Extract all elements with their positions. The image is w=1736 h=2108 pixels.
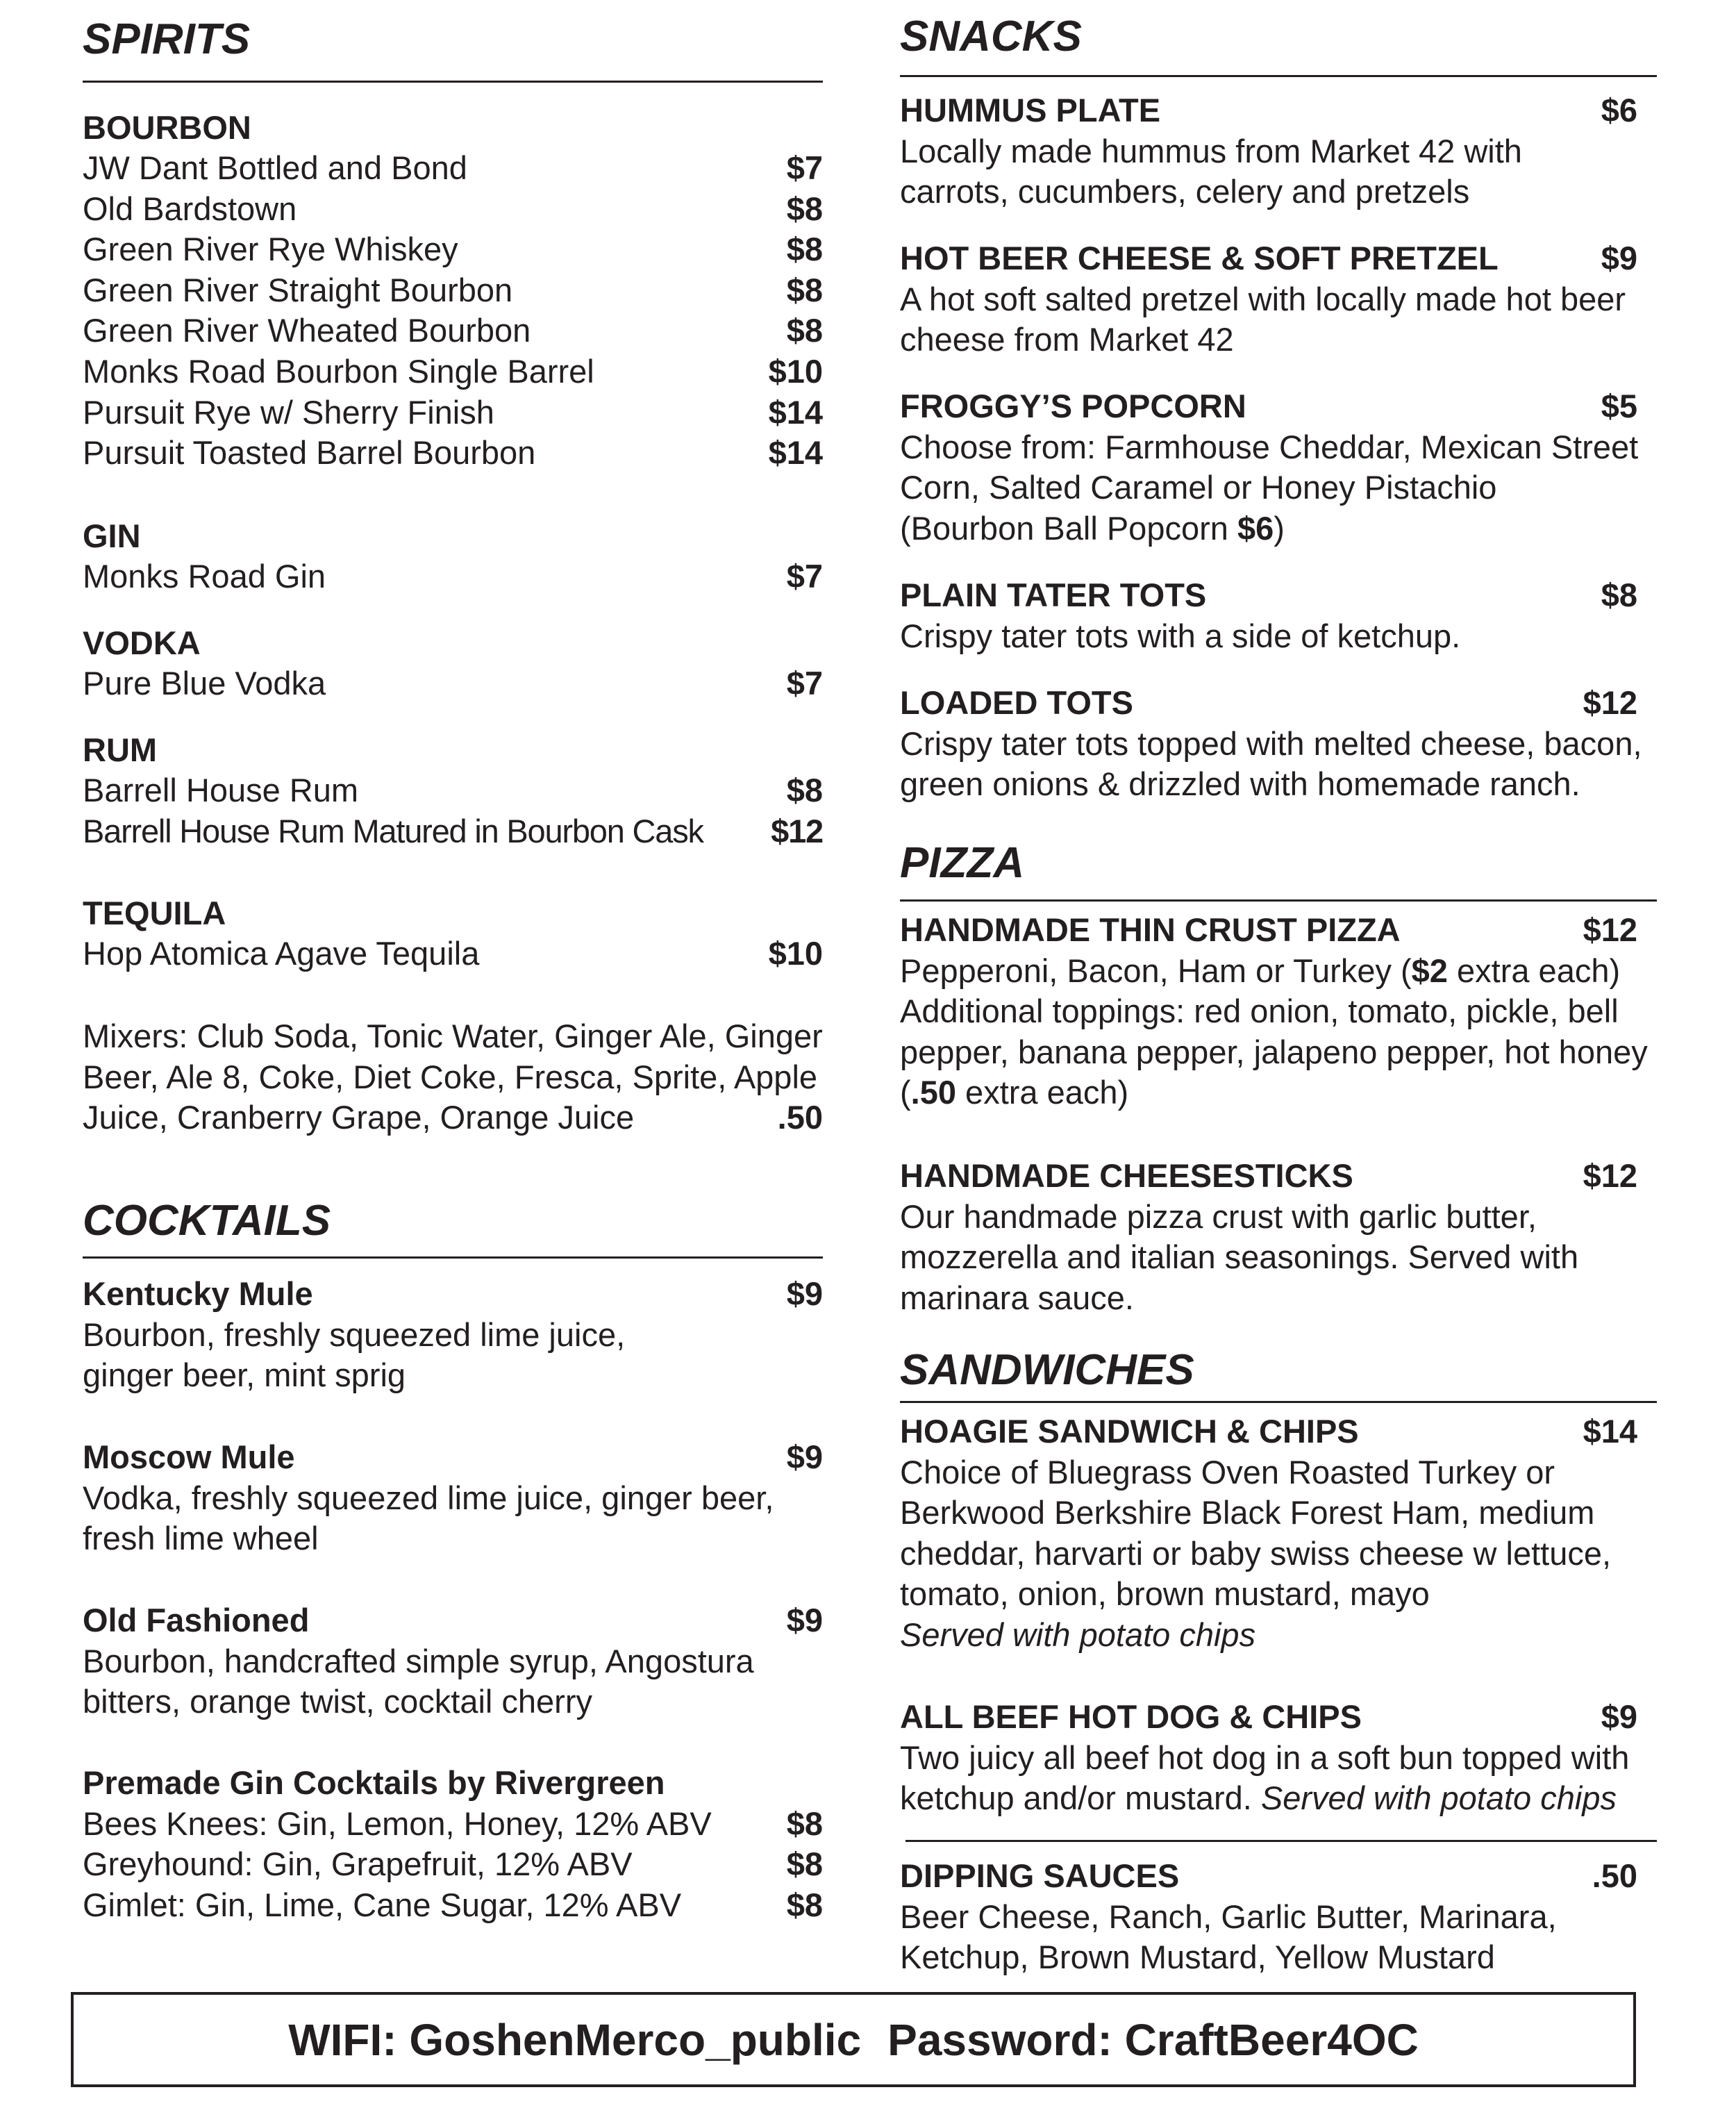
item-name: HOT BEER CHEESE & SOFT PRETZEL xyxy=(900,240,1499,276)
cocktail-name: Moscow Mule xyxy=(83,1438,295,1475)
item-name: PLAIN TATER TOTS xyxy=(900,576,1207,613)
sandwiches-rule xyxy=(900,1401,1657,1403)
sandwiches-section xyxy=(900,1346,1657,1394)
snacks-section xyxy=(900,15,1657,58)
snacks-rule xyxy=(900,75,1657,77)
menu-item: Pursuit Toasted Barrel Bourbon $14 xyxy=(83,434,823,472)
wifi-password: Password: CraftBeer4OC xyxy=(887,2014,1419,2065)
wifi-banner xyxy=(71,1992,1636,2087)
gin-group xyxy=(83,516,823,597)
dipping-sauces-rule xyxy=(905,1840,1657,1842)
cocktail-name: Old Fashioned xyxy=(83,1602,310,1638)
item-name: HANDMADE CHEESESTICKS xyxy=(900,1157,1353,1194)
spirits-rule xyxy=(83,81,823,83)
snack-item: HUMMUS PLATE $6 Locally made hummus from Market 42 with carrots, cucumbers, celery and pretzels xyxy=(900,92,1637,210)
menu-item: Pure Blue Vodka $7 xyxy=(83,665,823,702)
mixers-note: Mixers: Club Soda, Tonic Water, Ginger Ale, Ginger Beer, Ale 8, Coke, Diet Coke, Fresca, Sprite, Apple Juice, Cranberry Grape, Orange Juice .50 xyxy=(83,1016,823,1138)
tequila-title: TEQUILA xyxy=(83,895,226,931)
item-name: LOADED TOTS xyxy=(900,684,1133,721)
pizza-item: HANDMADE THIN CRUST PIZZA $12 Pepperoni, Bacon, Ham or Turkey ($2 extra each) Additional toppings: red onion, tomato, pickle, bell pepper, banana pepper, jalapeno pepper, hot honey (.50 extra each) xyxy=(900,911,1648,1111)
wifi-network: WIFI: GoshenMerco_public xyxy=(288,2014,862,2065)
gin-title: GIN xyxy=(83,517,141,554)
pizza-section xyxy=(900,839,1657,887)
menu-item: Old Bardstown $8 xyxy=(83,190,823,227)
cocktail-item: Kentucky Mule $9 Bourbon, freshly squeezed lime juice, ginger beer, mint sprig xyxy=(83,1275,823,1394)
cocktail-item: Old Fashioned $9 Bourbon, handcrafted simple syrup, Angostura bitters, orange twist, cocktail cherry xyxy=(83,1602,823,1720)
dipping-sauces: DIPPING SAUCES .50 Beer Cheese, Ranch, Garlic Butter, Marinara, Ketchup, Brown Mustard, Yellow Mustard xyxy=(900,1857,1637,1976)
snack-item: FROGGY’S POPCORN $5 Choose from: Farmhouse Cheddar, Mexican Street Corn, Salted Caramel or Honey Pistachio (Bourbon Ball Popcorn $6) xyxy=(900,388,1639,547)
premade-gin-cocktails xyxy=(83,1763,823,1925)
pizza-rule xyxy=(900,899,1657,902)
menu-item: Bees Knees: Gin, Lemon, Honey, 12% ABV $8 xyxy=(83,1804,823,1842)
rum-group xyxy=(83,730,823,852)
menu-item: JW Dant Bottled and Bond $7 xyxy=(83,149,823,186)
cocktails-section xyxy=(83,1197,823,1245)
menu-item: Pursuit Rye w/ Sherry Finish $14 xyxy=(83,393,823,431)
vodka-group xyxy=(83,623,823,704)
spirits-section xyxy=(83,15,823,63)
premade-title: Premade Gin Cocktails by Rivergreen xyxy=(83,1764,665,1801)
menu-item: Hop Atomica Agave Tequila $10 xyxy=(83,935,823,972)
item-name: HANDMADE THIN CRUST PIZZA xyxy=(900,911,1401,948)
pizza-item: HANDMADE CHEESESTICKS $12 Our handmade pizza crust with garlic butter, mozzerella and italian seasonings. Served with marinara sauce. xyxy=(900,1157,1637,1316)
bourbon-group xyxy=(83,108,823,474)
menu-item: Green River Rye Whiskey $8 xyxy=(83,231,823,268)
item-name: DIPPING SAUCES xyxy=(900,1857,1180,1894)
rum-title: RUM xyxy=(83,731,158,768)
sandwich-item: HOAGIE SANDWICH & CHIPS $14 Choice of Bluegrass Oven Roasted Turkey or Berkwood Berkshire Black Forest Ham, medium cheddar, harvarti or baby swiss cheese w lettuce, tomato, onion, brown mustard, mayo Served with potato chips xyxy=(900,1413,1637,1653)
menu-item: Green River Straight Bourbon $8 xyxy=(83,271,823,308)
snack-item: PLAIN TATER TOTS $8 Crispy tater tots with a side of ketchup. xyxy=(900,576,1637,654)
vodka-title: VODKA xyxy=(83,624,201,661)
mixers-price: .50 xyxy=(777,1099,823,1136)
pizza-title: PIZZA xyxy=(900,839,1025,887)
spirits-title: SPIRITS xyxy=(83,15,251,63)
snacks-title: SNACKS xyxy=(900,13,1082,60)
sandwich-item: ALL BEEF HOT DOG & CHIPS $9 Two juicy all beef hot dog in a soft bun topped with ketchup and/or mustard. Served with potato chips xyxy=(900,1698,1637,1817)
snack-item: LOADED TOTS $12 Crispy tater tots topped with melted cheese, bacon, green onions & drizzled with homemade ranch. xyxy=(900,684,1642,803)
cocktails-rule xyxy=(83,1256,823,1259)
cocktail-item: Moscow Mule $9 Vodka, freshly squeezed lime juice, ginger beer, fresh lime wheel xyxy=(83,1438,823,1557)
cocktails-title: COCKTAILS xyxy=(83,1197,331,1245)
menu-item: Green River Wheated Bourbon $8 xyxy=(83,312,823,349)
snack-item: HOT BEER CHEESE & SOFT PRETZEL $9 A hot soft salted pretzel with locally made hot beer cheese from Market 42 xyxy=(900,240,1637,358)
item-name: FROGGY’S POPCORN xyxy=(900,388,1246,424)
item-name: HOAGIE SANDWICH & CHIPS xyxy=(900,1413,1359,1450)
sandwiches-title: SANDWICHES xyxy=(900,1346,1194,1394)
menu-item: Gimlet: Gin, Lime, Cane Sugar, 12% ABV $8 xyxy=(83,1886,823,1923)
menu-item: Greyhound: Gin, Grapefruit, 12% ABV $8 xyxy=(83,1845,823,1883)
tequila-group xyxy=(83,893,823,974)
menu-item: Monks Road Bourbon Single Barrel $10 xyxy=(83,352,823,390)
cocktail-name: Kentucky Mule xyxy=(83,1275,313,1312)
bourbon-title: BOURBON xyxy=(83,109,251,146)
menu-item: Barrell House Rum Matured in Bourbon Cask $12 xyxy=(83,812,823,849)
item-name: HUMMUS PLATE xyxy=(900,92,1161,128)
menu-item: Barrell House Rum $8 xyxy=(83,772,823,808)
menu-item: Monks Road Gin $7 xyxy=(83,558,823,595)
item-name: ALL BEEF HOT DOG & CHIPS xyxy=(900,1698,1362,1735)
